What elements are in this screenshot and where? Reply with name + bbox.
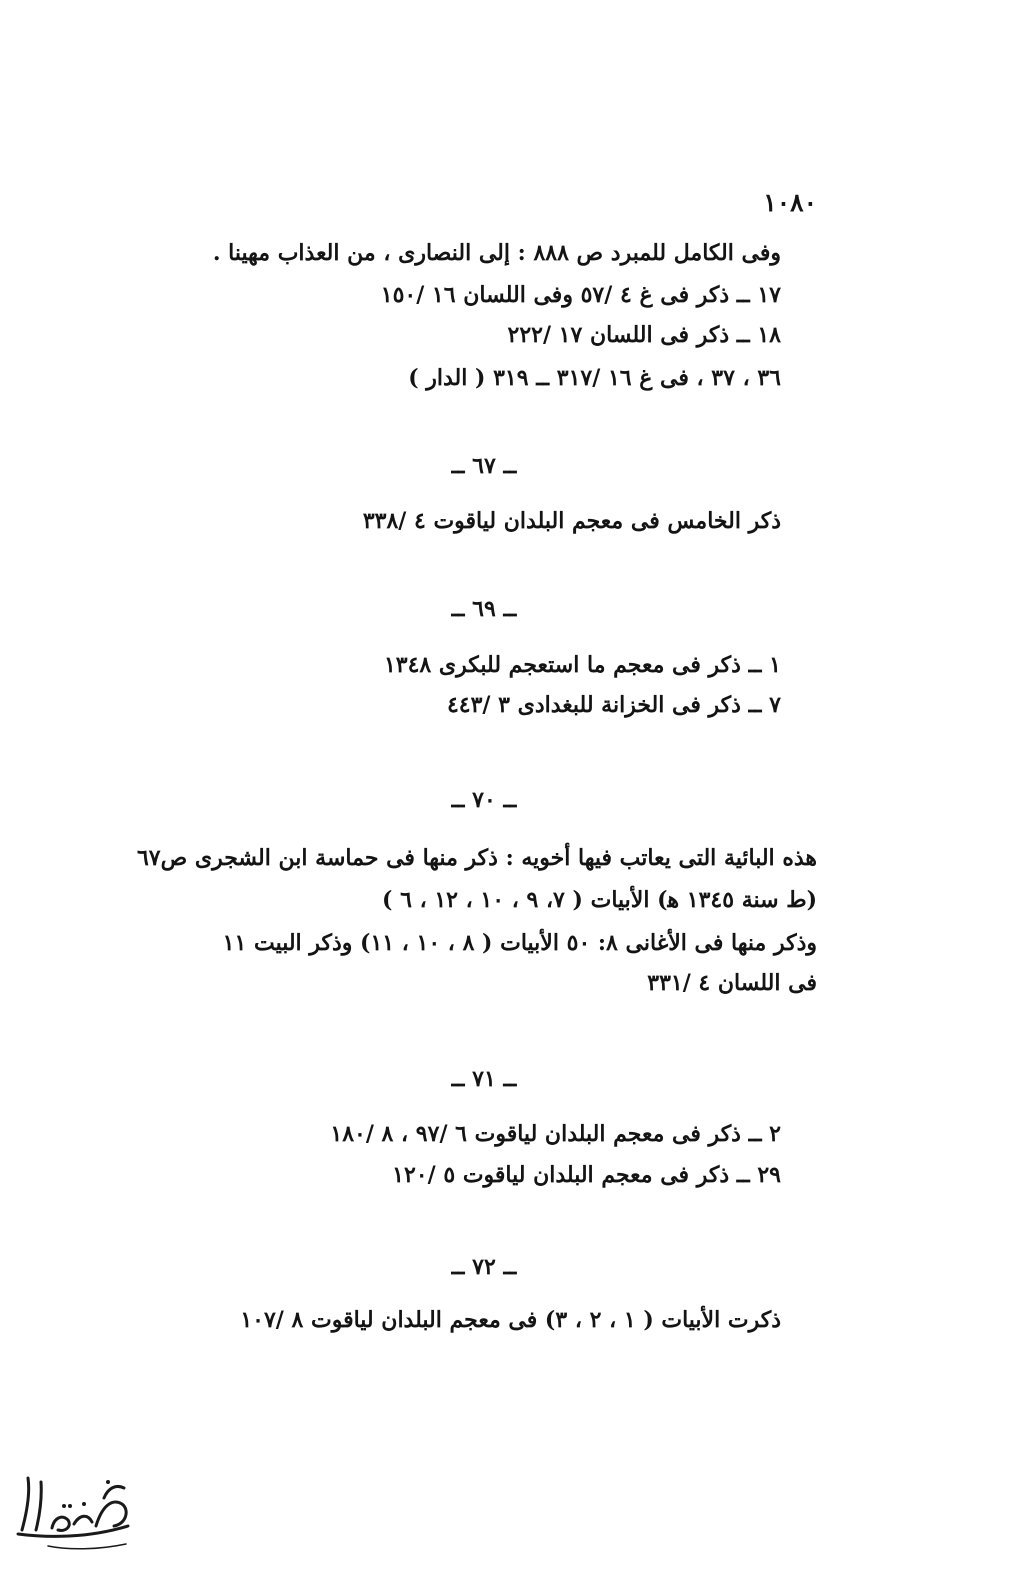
section-70-line-4: فى اللسان ٤ /٣٣١ — [647, 970, 817, 996]
intro-line-4: ٣٦ ، ٣٧ ، فى غ ١٦ /٣١٧ ــ ٣١٩ ( الدار ) — [408, 365, 781, 391]
page-number: ١٠٨٠ — [763, 188, 817, 217]
section-70-heading: ــ ٧٠ ــ — [451, 787, 517, 813]
section-69-heading: ــ ٦٩ ــ — [451, 596, 517, 622]
section-71-line-1: ٢ ــ ذكر فى معجم البلدان لياقوت ٦ /٩٧ ، ٨ /١٨٠ — [330, 1121, 781, 1147]
section-71-line-2: ٢٩ ــ ذكر فى معجم البلدان لياقوت ٥ /١٢٠ — [392, 1162, 781, 1188]
calligraphy-stamp-icon — [8, 1468, 140, 1558]
section-69-line-2: ٧ ــ ذكر فى الخزانة للبغدادى ٣ /٤٤٣ — [446, 692, 781, 718]
intro-line-1: وفى الكامل للمبرد ص ٨٨٨ : إلى النصارى ، من العذاب مهينا . — [212, 240, 781, 266]
section-71-heading: ــ ٧١ ــ — [451, 1066, 517, 1092]
section-67-heading: ــ ٦٧ ــ — [451, 453, 517, 479]
section-70-line-1: هذه البائية التى يعاتب فيها أخويه : ذكر منها فى حماسة ابن الشجرى ص٦٧ — [136, 845, 817, 871]
section-70-line-2: (ط سنة ١٣٤٥ ﻫ) الأبيات ( ٧، ٩ ، ١٠ ، ١٢ ، ٦ ) — [382, 887, 817, 913]
intro-line-2: ١٧ ــ ذكر فى غ ٤ /٥٧ وفى اللسان ١٦ /١٥٠ — [380, 282, 781, 308]
intro-line-3: ١٨ ــ ذكر فى اللسان ١٧ /٢٢٢ — [507, 322, 781, 348]
section-72-line-1: ذكرت الأبيات ( ١ ، ٢ ، ٣) فى معجم البلدان لياقوت ٨ /١٠٧ — [240, 1307, 781, 1333]
section-72-heading: ــ ٧٢ ــ — [451, 1254, 517, 1280]
section-69-line-1: ١ ــ ذكر فى معجم ما استعجم للبكرى ١٣٤٨ — [383, 652, 781, 678]
section-67-line-1: ذكر الخامس فى معجم البلدان لياقوت ٤ /٣٣٨ — [362, 508, 781, 534]
section-70-line-3: وذكر منها فى الأغانى ٨: ٥٠ الأبيات ( ٨ ، ١٠ ، ١١) وذكر البيت ١١ — [222, 930, 817, 956]
